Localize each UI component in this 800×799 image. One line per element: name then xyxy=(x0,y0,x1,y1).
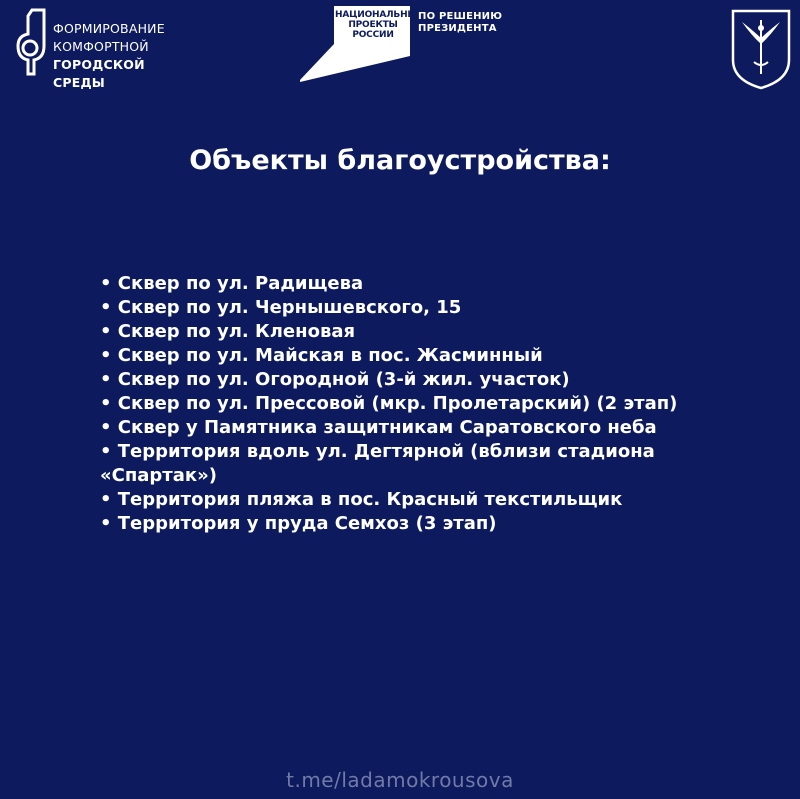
city-environment-logo-icon xyxy=(8,8,48,76)
list-item: • Сквер по ул. Чернышевского, 15 xyxy=(100,297,462,318)
logo-left-line2: КОМФОРТНОЙ xyxy=(53,39,149,54)
coat-of-arms-icon xyxy=(730,8,792,90)
logo-left-line1: ФОРМИРОВАНИЕ xyxy=(53,21,165,36)
list-item: • Территория пляжа в пос. Красный текстильщик xyxy=(100,489,623,510)
list-item: • Сквер по ул. Майская в пос. Жасминный xyxy=(100,345,543,366)
list-item: • Сквер по ул. Прессовой (мкр. Пролетарский) (2 этап) xyxy=(100,393,678,414)
objects-list xyxy=(100,272,700,536)
national-projects-logo xyxy=(300,6,520,84)
page-title: Объекты благоустройства: xyxy=(189,145,611,176)
np-line1: НАЦИОНАЛЬНЫЕ xyxy=(335,10,423,20)
np-line2: ПРОЕКТЫ xyxy=(348,20,398,30)
list-item: • Сквер у Памятника защитникам Саратовского неба xyxy=(100,417,657,438)
list-item: • Сквер по ул. Радищева xyxy=(100,273,364,294)
telegram-link[interactable]: t.me/ladamokrousova xyxy=(286,768,514,792)
president-line2: ПРЕЗИДЕНТА xyxy=(418,23,497,34)
list-item: • Территория у пруда Семхоз (3 этап) xyxy=(100,513,497,534)
list-item: • Территория вдоль ул. Дегтярной (вблизи стадиона «Спартак») xyxy=(100,441,655,486)
comfortable-city-logo xyxy=(8,8,198,90)
list-item: • Сквер по ул. Кленовая xyxy=(100,321,356,342)
np-line3: РОССИИ xyxy=(352,30,394,40)
logo-left-line3: ГОРОДСКОЙ СРЕДЫ xyxy=(53,57,145,90)
list-item: • Сквер по ул. Огородной (3-й жил. участок) xyxy=(100,369,570,390)
president-line1: ПО РЕШЕНИЮ xyxy=(418,11,503,22)
